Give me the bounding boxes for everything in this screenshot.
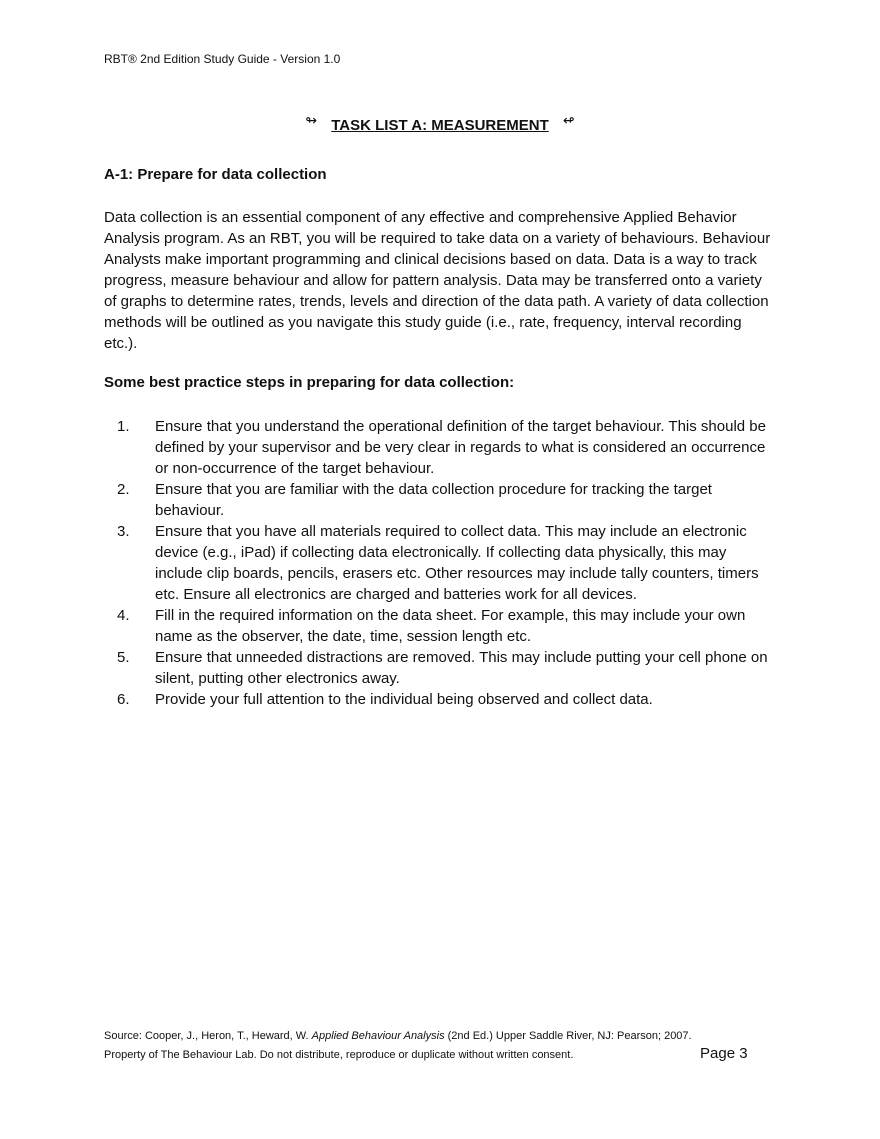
running-header: RBT® 2nd Edition Study Guide - Version 1.0 [104, 52, 341, 66]
list-text: Provide your full attention to the individual being observed and collect data. [155, 691, 653, 708]
list-item [104, 479, 776, 521]
arrow-left-loop-icon: ↫ [562, 112, 575, 128]
arrow-right-loop-icon: ↬ [305, 112, 318, 128]
source-citation [104, 1030, 692, 1042]
list-item [104, 605, 776, 647]
list-item [104, 416, 776, 479]
citation-title: Applied Behaviour Analysis [311, 1030, 445, 1042]
steps-list [104, 416, 776, 710]
list-item [104, 689, 776, 710]
title-text: TASK LIST A: MEASUREMENT [331, 117, 549, 134]
intro-paragraph: Data collection is an essential component of any effective and comprehensive Applied Behavior Analysis program. As an RBT, you will be required to take data on a variety of behaviours. Behaviour Analysts make important programming and clinical decisions based on data. Data is a way to track progress, measure behaviour and allow for pattern analysis. Data may be transferred onto a variety of graphs to determine rates, trends, levels and direction of the data path. A variety of data collection methods will be outlined as you navigate this study guide (i.e., rate, frequency, interval recording etc.). [104, 209, 771, 352]
list-number: 2. [117, 481, 130, 498]
list-number: 1. [117, 418, 130, 435]
page-number: Page 3 [700, 1045, 748, 1062]
copyright-notice: Property of The Behaviour Lab. Do not distribute, reproduce or duplicate without written consent. [104, 1049, 574, 1061]
list-item [104, 647, 776, 689]
section-heading: A-1: Prepare for data collection [104, 166, 327, 183]
list-text: Ensure that you are familiar with the data collection procedure for tracking the target behaviour. [155, 481, 712, 519]
list-text: Ensure that unneeded distractions are removed. This may include putting your cell phone on silent, putting other electronics away. [155, 649, 768, 687]
citation-publisher: (2nd Ed.) Upper Saddle River, NJ: Pearson; 2007. [444, 1030, 692, 1042]
list-number: 4. [117, 607, 130, 624]
citation-authors: Source: Cooper, J., Heron, T., Heward, W. [104, 1030, 312, 1042]
list-number: 5. [117, 649, 130, 666]
list-text: Ensure that you understand the operational definition of the target behaviour. This should be defined by your supervisor and be very clear in regards to what is considered an occurrence or non-occurrence of the target behaviour. [155, 418, 766, 477]
list-text: Ensure that you have all materials required to collect data. This may include an electronic device (e.g., iPad) if collecting data electronically. If collecting data physically, this may include clip boards, pencils, erasers etc. Other resources may include tally counters, timers etc. Ensure all electronics are charged and batteries work for all devices. [155, 523, 759, 603]
list-number: 3. [117, 523, 130, 540]
list-number: 6. [117, 691, 130, 708]
list-text: Fill in the required information on the data sheet. For example, this may include your own name as the observer, the date, time, session length etc. [155, 607, 746, 645]
steps-heading: Some best practice steps in preparing for data collection: [104, 374, 515, 391]
page-title [0, 112, 880, 134]
list-item [104, 521, 776, 605]
